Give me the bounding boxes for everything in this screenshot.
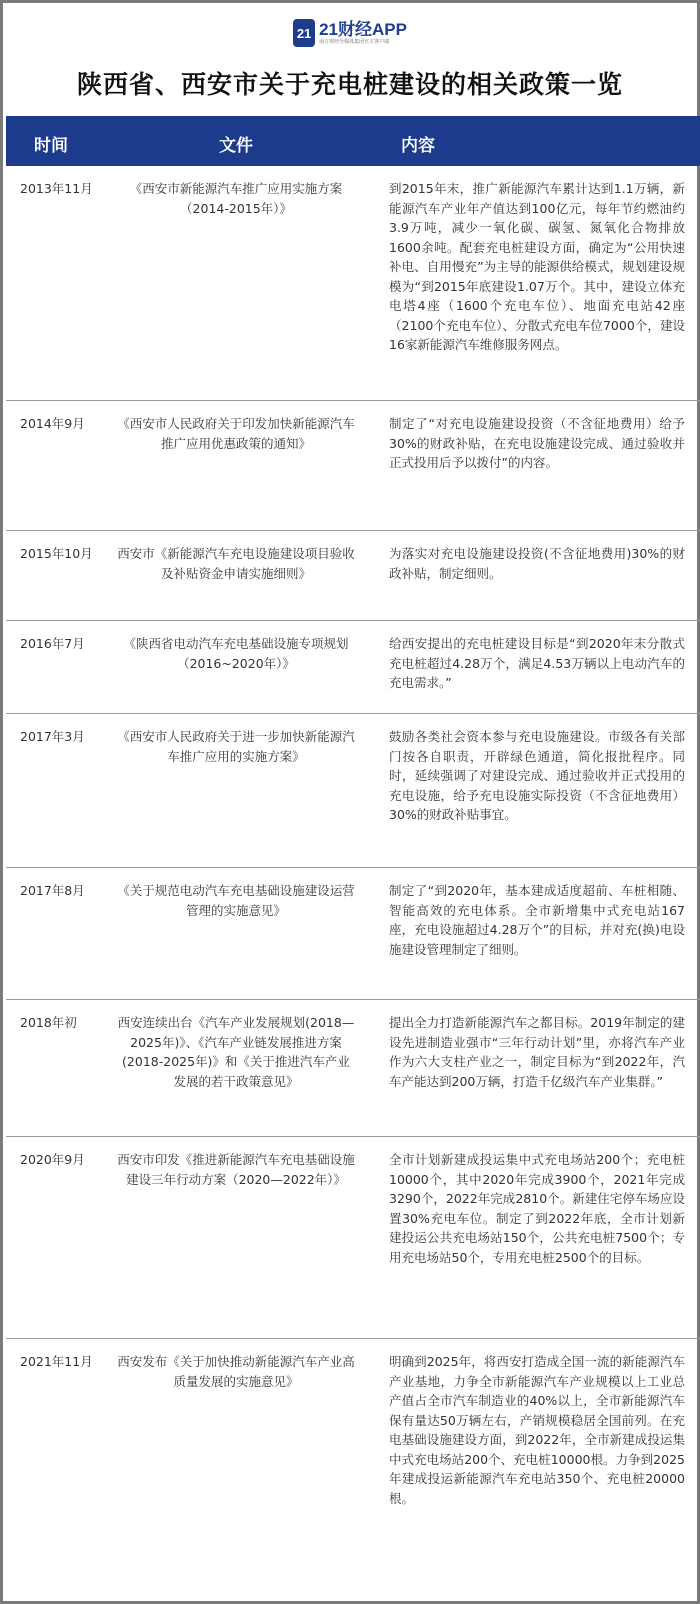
- row-time: 2016年7月: [20, 636, 85, 651]
- logo-mark: 21: [293, 19, 315, 47]
- row-content: 制定了“到2020年，基本建成适度超前、车桩相随、智能高效的充电体系。全市新增集中式充电站167座，充电设施超过4.28万个”的目标，并对充(换)电设施建设管理制定了细则。: [389, 883, 685, 957]
- row-time: 2013年11月: [20, 181, 93, 196]
- row-file: 西安发布《关于加快推动新能源汽车产业高质量发展的实施意见》: [117, 1354, 355, 1389]
- row-file: 西安市《新能源汽车充电设施建设项目验收及补贴资金申请实施细则》: [117, 546, 355, 581]
- row-file: 西安连续出台《汽车产业发展规划(2018—2025年)》、《汽车产业链发展推进方案(2018-2025年)》和《关于推进汽车产业发展的若干政策意见》: [117, 1015, 355, 1089]
- table-row: [6, 621, 700, 714]
- row-time: 2020年9月: [20, 1152, 85, 1167]
- row-content: 明确到2025年，将西安打造成全国一流的新能源汽车产业基地，力争全市新能源汽车产业规模以上工业总产值占全市汽车制造业的40%以上，全市新能源汽车保有量达50万辆左右，产销规模稳居全国前列。在充电基础设施建设方面，到2022年，全市新建成投运集中式充电场站200个、充电桩10000根。力争到2025年建成投运新能源汽车充电站350个、充电桩20000根。: [389, 1354, 685, 1506]
- row-time: 2021年11月: [20, 1354, 93, 1369]
- row-time: 2014年9月: [20, 416, 85, 431]
- row-time: 2017年8月: [20, 883, 85, 898]
- row-file: 西安市印发《推进新能源汽车充电基础设施建设三年行动方案（2020—2022年）》: [117, 1152, 355, 1187]
- row-content: 全市计划新建成投运集中式充电场站200个；充电桩10000个，其中2020年完成3900个，2021年完成3290个，2022年完成2810个。新建住宅停车场应设置30%充电车位。制定了到2022年底，全市计划新建投运公共充电场站150个，公共充电桩7500个；专用充电场站50个，专用充电桩2500个的目标。: [389, 1152, 685, 1265]
- row-content: 制定了“对充电设施建设投资（不含征地费用）给予30%的财政补贴，在充电设施建设完成、通过验收并正式投用后予以拨付”的内容。: [389, 416, 685, 470]
- table-row: [6, 1137, 700, 1339]
- policy-table-body: [6, 166, 700, 1565]
- column-header-content: 内容: [401, 136, 435, 156]
- table-row: [6, 868, 700, 1000]
- logo-text: [319, 21, 407, 46]
- table-row: [6, 1000, 700, 1137]
- table-row: [6, 714, 700, 868]
- row-time: 2015年10月: [20, 546, 93, 561]
- row-file: 《关于规范电动汽车充电基础设施建设运营管理的实施意见》: [117, 883, 355, 918]
- row-content: 提出全力打造新能源汽车之都目标。2019年制定的建设先进制造业强市“三年行动计划”里，亦将汽车产业作为六大支柱产业之一，制定目标为“到2022年，汽车产能达到200万辆，打造千亿级汽车产业集群。”: [389, 1015, 685, 1089]
- row-content: 给西安提出的充电桩建设目标是“到2020年末分散式充电桩超过4.28万个，满足4.53万辆以上电动汽车的充电需求。”: [389, 636, 685, 690]
- table-row: [6, 166, 700, 401]
- row-file: 《西安市人民政府关于印发加快新能源汽车推广应用优惠政策的通知》: [117, 416, 355, 451]
- row-time: 2017年3月: [20, 729, 85, 744]
- table-header: [6, 116, 700, 166]
- table-row: [6, 1339, 700, 1565]
- row-content: 到2015年末，推广新能源汽车累计达到1.1万辆，新能源汽车产业年产值达到100亿元，每年节约燃油约3.9万吨，减少一氧化碳、碳氢、氮氧化合物排放1600余吨。配套充电桩建设方面，确定为“公用快速补电、自用慢充”为主导的能源供给模式，规划建设规模为“到2015年底建设1.07万个。其中，建设立体充电塔4座（1600个充电车位）、地面充电站42座（2100个充电车位）、分散式充电车位7000个，建设16家新能源汽车维修服务网点。: [389, 181, 685, 352]
- row-file: 《陕西省电动汽车充电基础设施专项规划（2016~2020年）》: [123, 636, 349, 671]
- page-title: 陕西省、西安市关于充电桩建设的相关政策一览: [76, 70, 623, 99]
- logo-name: 21财经APP: [319, 19, 407, 39]
- row-content: 为落实对充电设施建设投资(不含征地费用)30%的财政补贴，制定细则。: [389, 546, 685, 581]
- row-file: 《西安市人民政府关于进一步加快新能源汽车推广应用的实施方案》: [117, 729, 355, 764]
- logo-slogan: 南方财经全媒体集团官方客户端: [319, 38, 390, 45]
- row-time: 2018年初: [20, 1015, 77, 1030]
- table-row: [6, 531, 700, 621]
- column-header-time: 时间: [34, 136, 68, 156]
- table-row: [6, 401, 700, 531]
- row-content: 鼓励各类社会资本参与充电设施建设。市级各有关部门按各自职责，开辟绿色通道，简化报批程序。同时，延续强调了对建设完成、通过验收并正式投用的充电设施，给予充电设施实际投资（不含征地费用）30%的财政补贴事宜。: [389, 729, 685, 822]
- app-logo: [3, 19, 697, 47]
- column-header-file: 文件: [219, 136, 253, 156]
- row-file: 《西安市新能源汽车推广应用实施方案（2014-2015年）》: [129, 181, 343, 216]
